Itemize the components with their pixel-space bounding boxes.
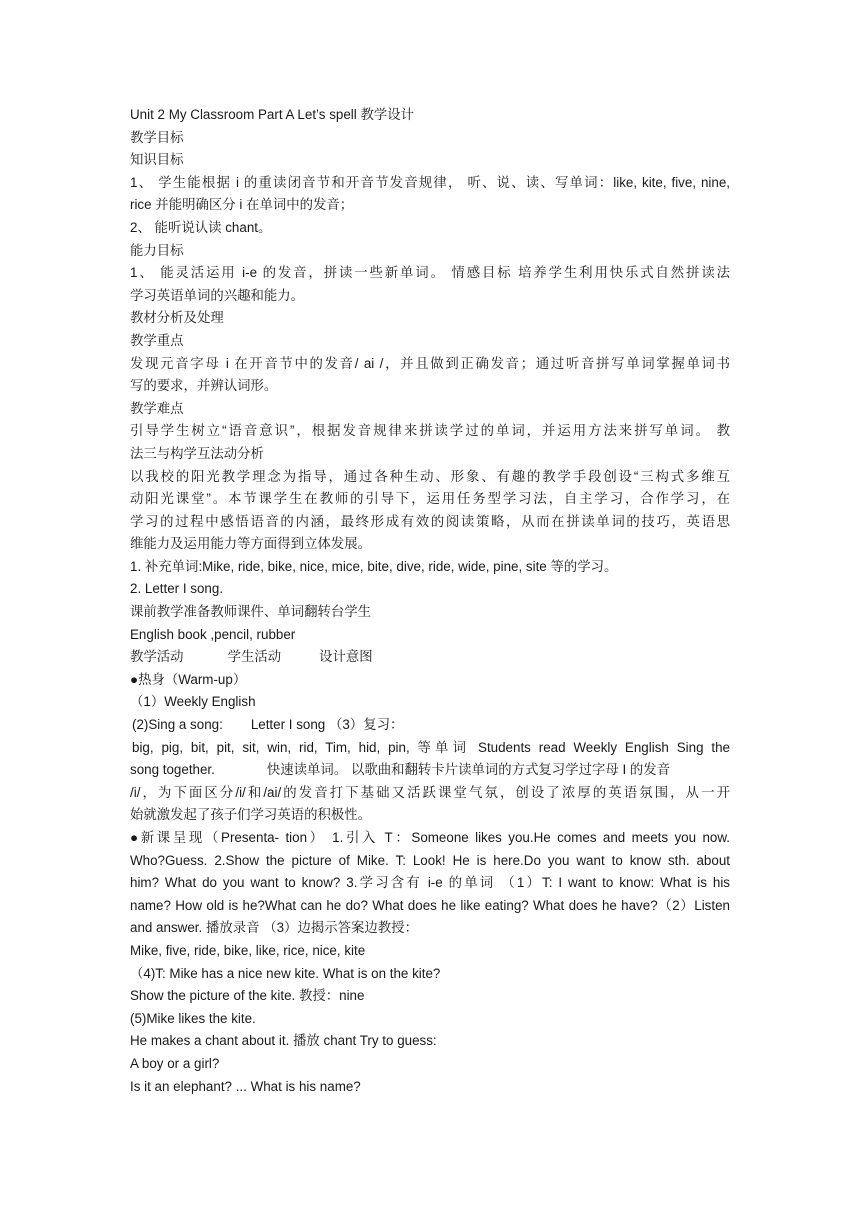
- text-line: rice 并能明确区分 i 在单词中的发音；: [130, 197, 354, 213]
- text-line: Mike, five, ride, bike, like, rice, nice, kite: [130, 942, 366, 958]
- document-page: [130, 104, 730, 1098]
- text-part: Sing the: [676, 739, 730, 755]
- text-line: A boy or a girl?: [130, 1055, 220, 1071]
- text-line: 1、 能灵活运用 i-e 的发音，拼读一些新单词。 情感目标 培养学生利用快乐式自然拼读法: [130, 265, 730, 281]
- doc-title: Unit 2 My Classroom Part A Let’s spell 教学设计: [130, 107, 415, 122]
- warmup-item: （1）Weekly English: [130, 694, 256, 710]
- text-line: 课前教学准备教师课件、单词翻转台学生: [130, 604, 372, 620]
- text-line: [130, 759, 730, 782]
- warmup-item: [130, 714, 730, 737]
- text-line: /i/，为下面区分/i/和/ai/的发音打下基础又活跃课堂气氛，创设了浓厚的英语氛围，从一开: [130, 784, 730, 800]
- text-line: 发现元音字母 i 在开音节中的发音/ ai /，并且做到正确发音；通过听音拼写单词掌握单词书: [130, 355, 730, 371]
- activity-header-student: 学生活动: [227, 649, 282, 665]
- text-line: 1. 补充单词:Mike, ride, bike, nice, mice, bite, dive, ride, wide, pine, site 等的学习。: [130, 558, 618, 574]
- section-heading: 教材分析及处理: [130, 310, 224, 326]
- text-line: 学习英语单词的兴趣和能力。: [130, 287, 305, 303]
- text-line: 学习的过程中感悟语音的内涵，最终形成有效的阅读策略，从而在拼读单词的技巧，英语思: [130, 513, 730, 529]
- text-line: Who?Guess. 2.Show the picture of Mike. T: Look! He is here.Do you want to know sth. about: [130, 852, 730, 868]
- section-heading: 教学目标: [130, 129, 184, 145]
- text-part: song together.: [130, 762, 215, 778]
- text-line: (5)Mike likes the kite.: [130, 1010, 256, 1026]
- text-line: him? What do you want to know? 3.学习含有 i-e 的单词 （1）T: I want to know: What is his: [130, 875, 730, 891]
- text-line: He makes a chant about it. 播放 chant Try to guess:: [130, 1033, 437, 1049]
- activity-header-teacher: 教学活动: [130, 649, 184, 665]
- text-line: English book ,pencil, rubber: [130, 626, 296, 642]
- text-line: 2、 能听说认读 chant。: [130, 219, 272, 235]
- text-line: [130, 737, 730, 760]
- text-line: 引导学生树立“语音意识”，根据发音规律来拼读学过的单词，并运用方法来拼写单词。 教: [130, 423, 730, 439]
- subsection-heading: 教学重点: [130, 332, 184, 348]
- text-line: 1、 学生能根据 i 的重读闭音节和开音节发音规律， 听、说、读、写单词：like, kite, five, nine,: [130, 174, 730, 190]
- text-line: Is it an elephant? ... What is his name?: [130, 1078, 361, 1094]
- text-line: 以我校的阳光教学理念为指导，通过各种生动、形象、有趣的教学手段创设“三构式多维互: [130, 468, 730, 484]
- text-line: name? How old is he?What can he do? What does he like eating? What does he have?（2）Listen: [130, 897, 730, 913]
- text-line: 动阳光课堂”。本节课学生在教师的引导下，运用任务型学习法，自主学习，合作学习，在: [130, 491, 730, 507]
- warmup-heading: ●热身（Warm-up）: [130, 671, 247, 687]
- text-line: 2. Letter I song.: [130, 581, 224, 597]
- text-line: 法三与构学互法动分析: [130, 445, 264, 461]
- activity-header-row: [130, 646, 730, 669]
- subsection-heading: 知识目标: [130, 152, 184, 168]
- text-line: and answer. 播放录音 （3）边揭示答案边教授：: [130, 920, 418, 936]
- text-part: 快速读单词。 以歌曲和翻转卡片读单词的方式复习学过字母 I 的发音: [266, 762, 671, 778]
- text-line: Show the picture of the kite. 教授：nine: [130, 988, 365, 1004]
- warmup-item-part: (2)Sing a song:: [132, 717, 223, 733]
- text-part: Students read Weekly English: [478, 739, 669, 755]
- subsection-heading: 能力目标: [130, 242, 184, 258]
- text-line: 始就激发起了孩子们学习英语的积极性。: [130, 807, 372, 823]
- subsection-heading: 教学难点: [130, 400, 184, 416]
- text-line: 维能力及运用能力等方面得到立体发展。: [130, 536, 372, 552]
- text-line: （4)T: Mike has a nice new kite. What is on the kite?: [130, 965, 441, 981]
- activity-header-intent: 设计意图: [319, 649, 373, 665]
- presentation-heading: ●新课呈现（Presenta- tion） 1.引入 T：Someone likes you.He comes and meets you now.: [130, 830, 730, 845]
- warmup-item-part: Letter I song （3）复习：: [250, 717, 404, 733]
- text-part: big, pig, bit, pit, sit, win, rid, Tim, hid, pin, 等单词: [132, 739, 471, 755]
- text-line: 写的要求，并辨认词形。: [130, 378, 278, 394]
